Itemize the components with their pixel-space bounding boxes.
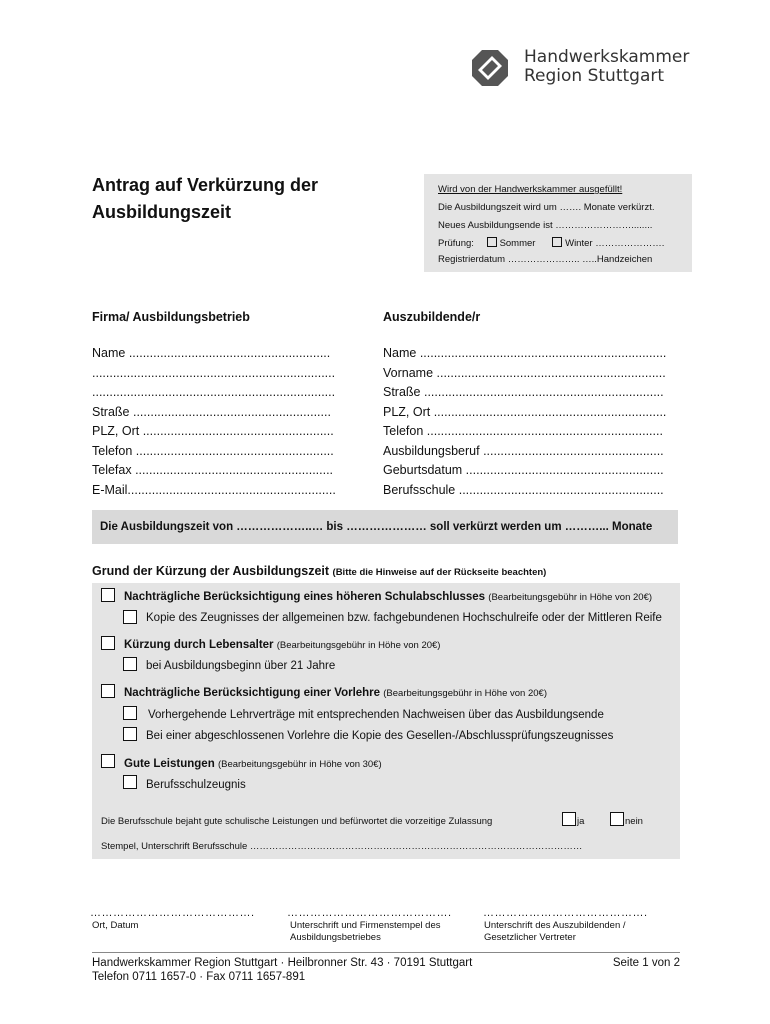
reason-prior-sub1-label: Vorhergehende Lehrverträge mit entsprechenden Nachweisen über das Ausbildungsende bbox=[148, 709, 604, 721]
reasons-panel bbox=[92, 583, 680, 859]
company-phone-field[interactable]: Telefon ......................................................... bbox=[92, 443, 334, 458]
winter-checkbox[interactable] bbox=[552, 237, 562, 247]
ja-checkbox[interactable] bbox=[562, 812, 576, 826]
page-title: Antrag auf Verkürzung der Ausbildungszeit bbox=[92, 175, 319, 222]
reason-school-sub-label: Kopie des Zeugnisses der allgemeinen bzw. fachgebundenen Hochschulreife oder der Mittleren Reife bbox=[146, 612, 662, 624]
page-number: Seite 1 von 2 bbox=[612, 957, 680, 969]
trainee-street-field[interactable]: Straße ..................................................................... bbox=[383, 385, 664, 399]
company-street-field[interactable]: Straße ......................................................... bbox=[92, 404, 331, 419]
company-fax-field[interactable]: Telefax ......................................................... bbox=[92, 463, 334, 477]
reason-prior-sub2-checkbox[interactable] bbox=[123, 727, 137, 741]
trainee-profession-field[interactable]: Ausbildungsberuf .................................................... bbox=[383, 443, 664, 458]
company-line-3[interactable]: ...................................................................... bbox=[92, 385, 336, 399]
reasons-heading: Grund der Kürzung der Ausbildungszeit (Bitte die Hinweise auf der Rückseite beachten) bbox=[92, 564, 547, 578]
chamber-logo-icon bbox=[472, 50, 508, 86]
reason-performance-checkbox[interactable] bbox=[101, 754, 115, 768]
duration-line[interactable]: Die Ausbildungszeit von ………………..… bis ………………… soll verkürzt werden um ………... Monate bbox=[100, 521, 653, 533]
summer-checkbox[interactable] bbox=[487, 237, 497, 247]
reason-performance-sub-checkbox[interactable] bbox=[123, 775, 137, 789]
trainee-heading: Auszubildende/r bbox=[383, 310, 481, 324]
ja-label: ja bbox=[577, 816, 585, 827]
office-registration-line: Registrierdatum ………………….. …..Handzeichen bbox=[438, 254, 653, 265]
company-zip-city-field[interactable]: PLZ, Ort ....................................................... bbox=[92, 424, 334, 438]
school-stamp-line[interactable]: Stempel, Unterschrift Berufsschule …………………………………………………………………………………………… bbox=[101, 841, 583, 852]
company-signature-label: Unterschrift und Firmenstempel des Ausbildungsbetriebes bbox=[290, 920, 441, 943]
reason-prior-training-checkbox[interactable] bbox=[101, 684, 115, 698]
footer-phone: Telefon 0711 1657-0 · Fax 0711 1657-891 bbox=[92, 971, 306, 983]
reason-prior-training-label: Nachträgliche Berücksichtigung einer Vorlehre (Bearbeitungsgebühr in Höhe von 20€) bbox=[124, 687, 547, 699]
trainee-zip-city-field[interactable]: PLZ, Ort ................................................................... bbox=[383, 404, 667, 419]
office-exam-line: Prüfung: Sommer Winter …………………. bbox=[438, 238, 665, 249]
company-name-field[interactable]: Name .......................................................... bbox=[92, 346, 331, 360]
office-new-end-line: Neues Ausbildungsende ist ……………………........ bbox=[438, 220, 653, 231]
office-use-box bbox=[424, 174, 692, 272]
trainee-birthdate-field[interactable]: Geburtsdatum ......................................................... bbox=[383, 463, 664, 477]
reason-age-label: Kürzung durch Lebensalter (Bearbeitungsgebühr in Höhe von 20€) bbox=[124, 639, 441, 651]
trainee-firstname-field[interactable]: Vorname .................................................................. bbox=[383, 365, 666, 380]
duration-box bbox=[92, 510, 678, 544]
reason-performance-sub-label: Berufsschulzeugnis bbox=[146, 779, 246, 791]
reason-prior-sub2-label: Bei einer abgeschlossenen Vorlehre die Kopie des Gesellen-/Abschlussprüfungszeugnisses bbox=[146, 730, 614, 742]
place-date-label: Ort, Datum bbox=[92, 920, 139, 931]
office-reduction-line: Die Ausbildungszeit wird um ……. Monate verkürzt. bbox=[438, 202, 655, 213]
reason-performance-label: Gute Leistungen (Bearbeitungsgebühr in Höhe von 30€) bbox=[124, 758, 382, 770]
trainee-phone-field[interactable]: Telefon .................................................................... bbox=[383, 424, 663, 438]
reason-school-label: Nachträgliche Berücksichtigung eines höheren Schulabschlusses (Bearbeitungsgebühr in Höhe von 20€) bbox=[124, 591, 653, 603]
office-box-heading: Wird von der Handwerkskammer ausgefüllt! bbox=[438, 184, 623, 195]
trainee-signature-label: Unterschrift des Auszubildenden / Gesetzlicher Vertreter bbox=[484, 920, 626, 943]
reason-school-sub-checkbox[interactable] bbox=[123, 610, 137, 624]
logo-line2: Region Stuttgart bbox=[524, 66, 665, 86]
school-statement: Die Berufsschule bejaht gute schulische Leistungen und befürwortet die vorzeitige Zulassung bbox=[101, 816, 493, 827]
chamber-logo-text bbox=[524, 48, 689, 86]
reason-age-sub-label: bei Ausbildungsbeginn über 21 Jahre bbox=[146, 660, 336, 672]
reason-prior-sub1-checkbox[interactable] bbox=[123, 706, 137, 720]
trainee-school-field[interactable]: Berufsschule ........................................................... bbox=[383, 482, 664, 497]
company-heading: Firma/ Ausbildungsbetrieb bbox=[92, 310, 250, 324]
nein-checkbox[interactable] bbox=[610, 812, 624, 826]
page-footer bbox=[92, 952, 680, 983]
trainee-signature-line[interactable]: ……………………………………. bbox=[483, 907, 648, 919]
company-signature-line[interactable]: ……………………………………. bbox=[287, 907, 452, 919]
reason-age-checkbox[interactable] bbox=[101, 636, 115, 650]
reason-age-sub-checkbox[interactable] bbox=[123, 657, 137, 671]
company-email-field[interactable]: E-Mail............................................................ bbox=[92, 482, 336, 497]
reason-school-checkbox[interactable] bbox=[101, 588, 115, 602]
trainee-name-field[interactable]: Name ....................................................................... bbox=[383, 346, 667, 360]
nein-label: nein bbox=[625, 816, 643, 827]
company-line-2[interactable]: ...................................................................... bbox=[92, 365, 336, 380]
logo-line1: Handwerkskammer bbox=[524, 47, 690, 67]
footer-address: Handwerkskammer Region Stuttgart · Heilbronner Str. 43 · 70191 Stuttgart bbox=[92, 957, 473, 969]
place-date-line[interactable]: ……………………………………. bbox=[90, 907, 255, 919]
